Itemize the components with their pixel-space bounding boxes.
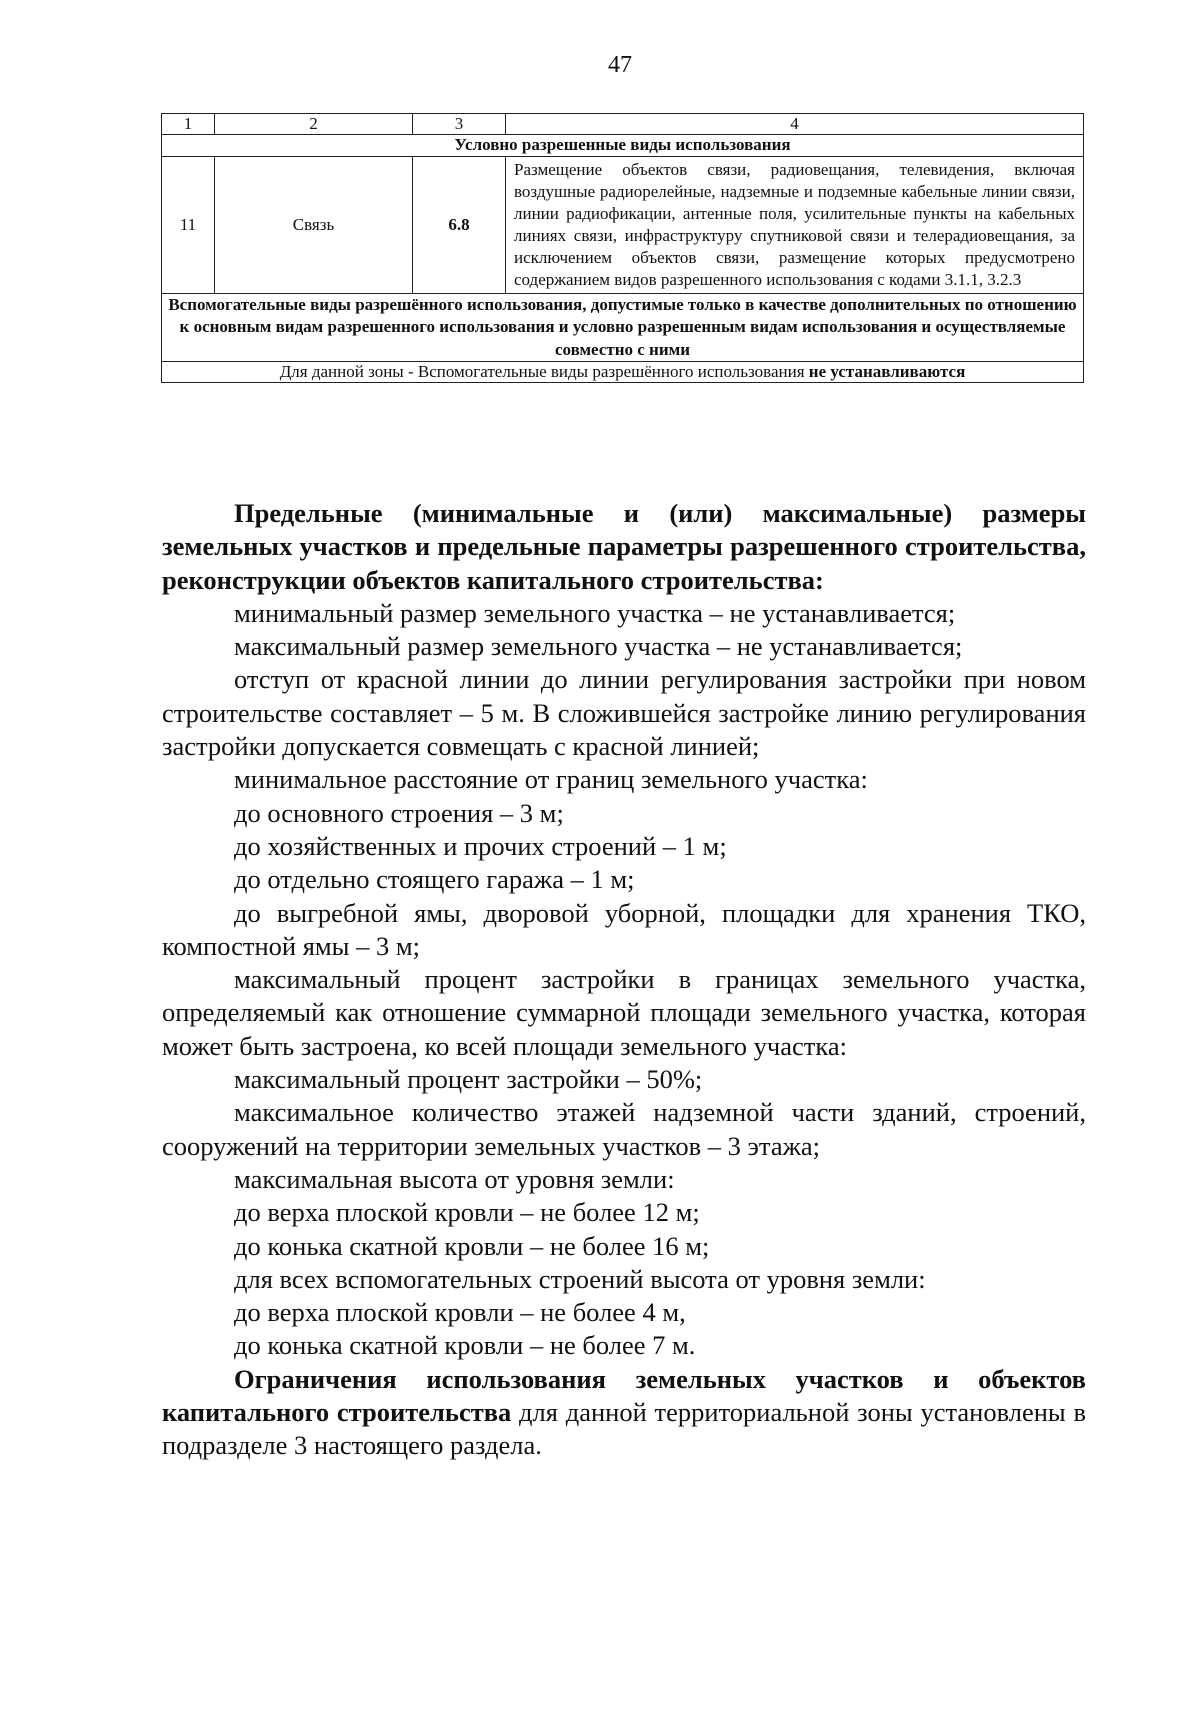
row-number: 11 bbox=[162, 156, 215, 294]
header-cell: 3 bbox=[413, 114, 506, 135]
auxiliary-uses-title: Вспомогательные виды разрешённого использования, допустимые только в качестве дополнительных по отношению к основным видам разрешенного использования и условно разрешенным видам использования и осуществляемые совместно с ними bbox=[162, 294, 1084, 361]
restrictions-bold: Ограничения использования земельных участков и объектов капитального строительства bbox=[162, 1363, 1086, 1428]
auxiliary-note-text: Для данной зоны - Вспомогательные виды разрешённого использования bbox=[279, 361, 805, 381]
paragraph: до основного строения – 3 м; bbox=[234, 797, 564, 828]
paragraph: максимальный процент застройки – 50%; bbox=[234, 1064, 703, 1095]
use-code: 6.8 bbox=[413, 156, 506, 294]
header-cell: 2 bbox=[215, 114, 413, 135]
section-heading: Предельные (минимальные и (или) максимальные) размеры земельных участков и предельные параметры разрешенного строительства, реконструкции объектов капитального строительства: bbox=[162, 498, 1086, 595]
paragraph: до хозяйственных и прочих строений – 1 м; bbox=[234, 830, 727, 861]
paragraph: максимальное количество этажей надземной части зданий, строений, сооружений на территории земельных участков – 3 этажа; bbox=[162, 1097, 1086, 1161]
paragraph: до отдельно стоящего гаража – 1 м; bbox=[234, 864, 635, 895]
auxiliary-uses-title-row bbox=[162, 294, 1084, 361]
conditional-uses-title: Условно разрешенные виды использования bbox=[162, 135, 1084, 156]
restrictions-rest: для данной территориальной зоны установлены в подразделе 3 настоящего раздела. bbox=[162, 1397, 1086, 1461]
paragraph: максимальная высота от уровня земли: bbox=[234, 1163, 675, 1194]
use-description: Размещение объектов связи, радиовещания, телевидения, включая воздушные радиорелейные, надземные и подземные кабельные линии связи, линии радиофикации, антенные поля, усилительные пункты на кабельных линиях связи, инфраструктуру спутниковой связи и телерадиовещания, за исключением объектов связи, размещение которых предусмотрено содержанием видов разрешенного использования с кодами 3.1.1, 3.2.3 bbox=[506, 156, 1084, 294]
restrictions-paragraph bbox=[162, 1363, 1086, 1463]
paragraph: до конька скатной кровли – не более 16 м; bbox=[234, 1230, 710, 1261]
auxiliary-note-row bbox=[162, 361, 1084, 382]
paragraph: максимальный процент застройки в границах земельного участка, определяемый как отношение суммарной площади земельного участка, которая может быть застроена, ко всей площади земельного участка: bbox=[162, 964, 1086, 1061]
conditional-uses-title-row bbox=[162, 135, 1084, 156]
paragraph: до выгребной ямы, дворовой уборной, площадки для хранения ТКО, компостной ямы – 3 м; bbox=[162, 897, 1086, 961]
paragraph: отступ от красной линии до линии регулирования застройки при новом строительстве составляет – 5 м. В сложившейся застройке линию регулирования застройки допускается совмещать с красной линией; bbox=[162, 664, 1086, 762]
paragraph: до верха плоской кровли – не более 4 м, bbox=[234, 1297, 686, 1328]
table-row bbox=[162, 156, 1084, 294]
header-cell: 4 bbox=[506, 114, 1084, 135]
paragraph: минимальное расстояние от границ земельного участка: bbox=[234, 764, 868, 795]
page-number: 47 bbox=[608, 52, 632, 78]
paragraph: минимальный размер земельного участка – не устанавливается; bbox=[234, 597, 956, 628]
use-name: Связь bbox=[215, 156, 413, 294]
header-cell: 1 bbox=[162, 114, 215, 135]
table-header-row bbox=[162, 114, 1084, 135]
paragraph: для всех вспомогательных строений высота от уровня земли: bbox=[234, 1263, 926, 1294]
auxiliary-note-emphasis: не устанавливаются bbox=[808, 361, 966, 381]
paragraph: до конька скатной кровли – не более 7 м. bbox=[234, 1330, 696, 1361]
auxiliary-note bbox=[162, 361, 1084, 382]
body-text bbox=[162, 497, 1086, 1463]
paragraph: до верха плоской кровли – не более 12 м; bbox=[234, 1197, 700, 1228]
paragraph: максимальный размер земельного участка – не устанавливается; bbox=[234, 631, 963, 662]
land-use-table bbox=[161, 113, 1084, 383]
